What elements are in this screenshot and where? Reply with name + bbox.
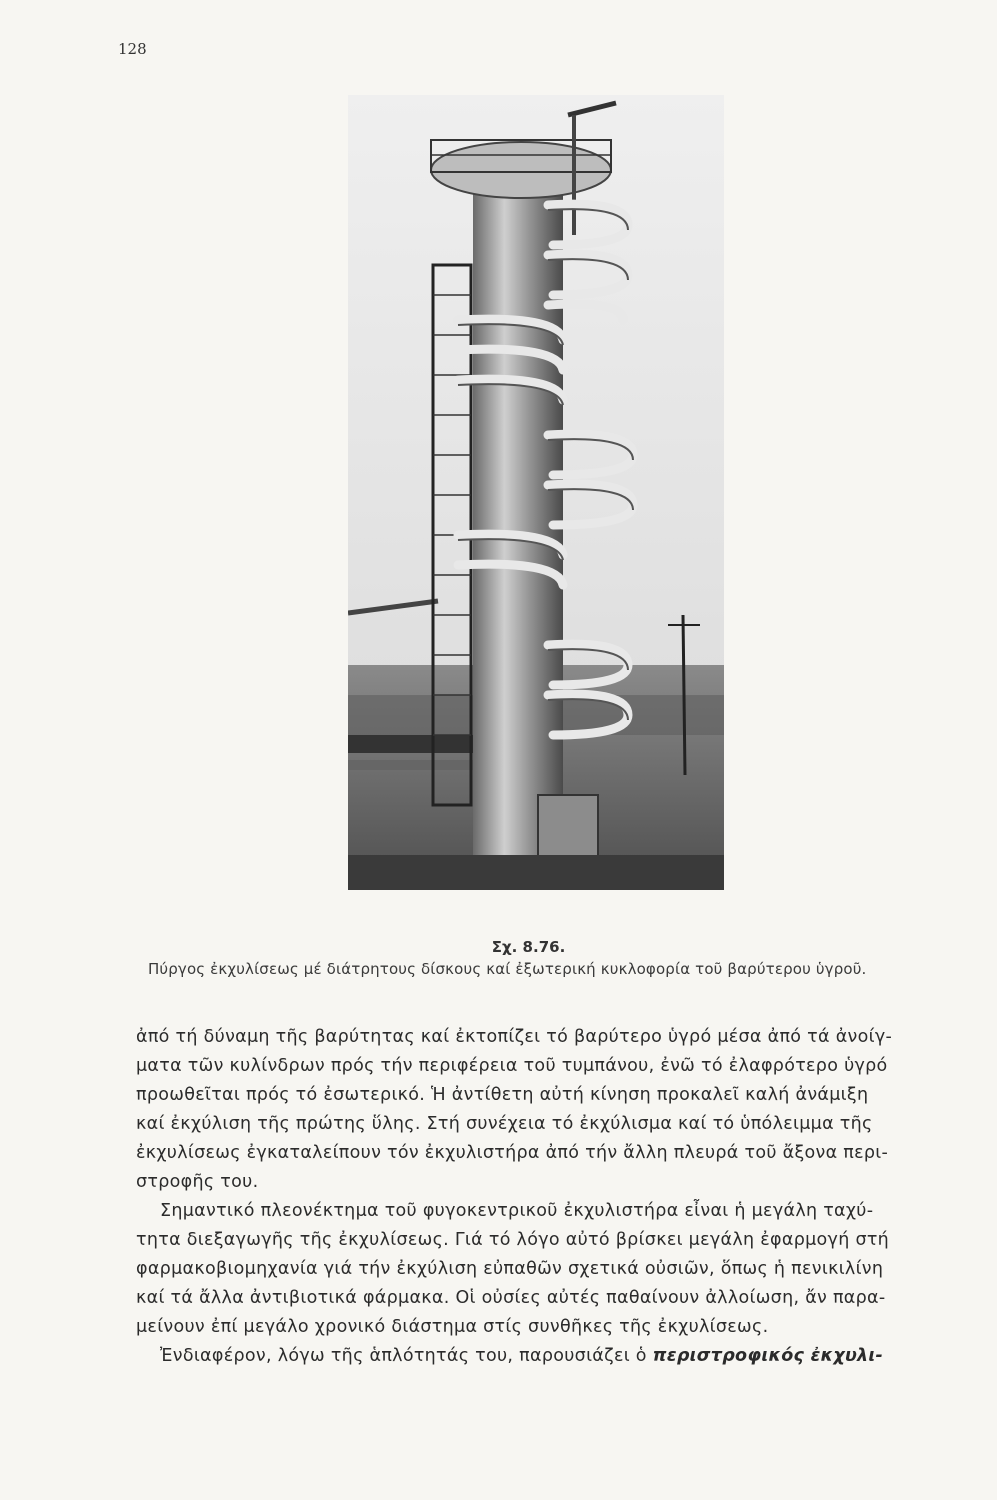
figure-photo-extraction-tower (348, 95, 724, 890)
bold-term: περιστροφικός ἐκχυλι- (652, 1346, 884, 1366)
figure-caption: Πύργος ἐκχυλίσεως μέ διάτρητους δίσκους καί ἐξωτερική κυκλοφορία τοῦ βαρύτερου ὑγροῦ. (148, 960, 867, 978)
body-line: ἐκχυλίσεως ἐγκαταλείπουν τόν ἐκχυλιστήρα ἀπό τήν ἄλλη πλευρά τοῦ ἄξονα περι- (136, 1143, 889, 1163)
body-line: μείνουν ἐπί μεγάλο χρονικό διάστημα στίς συνθῆκες τῆς ἐκχυλίσεως. (136, 1317, 769, 1337)
body-line: καί ἐκχύλιση τῆς πρώτης ὕλης. Στή συνέχεια τό ἐκχύλισμα καί τό ὑπόλειμμα τῆς (136, 1114, 873, 1134)
body-line: ἀπό τή δύναμη τῆς βαρύτητας καί ἐκτοπίζει τό βαρύτερο ὑγρό μέσα ἀπό τά ἀνοίγ- (136, 1027, 893, 1047)
body-line: Σημαντικό πλεονέκτημα τοῦ φυγοκεντρικοῦ ἐκχυλιστήρα εἶναι ἡ μεγάλη ταχύ- (160, 1201, 874, 1221)
body-text (136, 1023, 956, 1371)
body-line-last (136, 1342, 956, 1371)
body-line: φαρμακοβιομηχανία γιά τήν ἐκχύλιση εὐπαθῶν σχετικά οὐσιῶν, ὅπως ἡ πενικιλίνη (136, 1259, 884, 1279)
page-number: 128 (118, 40, 147, 58)
body-line: τητα διεξαγωγῆς τῆς ἐκχυλίσεως. Γιά τό λόγο αὐτό βρίσκει μεγάλη ἐφαρμογή στή (136, 1230, 890, 1250)
body-line: ματα τῶν κυλίνδρων πρός τήν περιφέρεια τοῦ τυμπάνου, ἐνῶ τό ἐλαφρότερο ὑγρό (136, 1056, 888, 1076)
body-line: προωθεῖται πρός τό ἐσωτερικό. Ἡ ἀντίθετη αὐτή κίνηση προκαλεῖ καλή ἀνάμιξη (136, 1085, 869, 1105)
figure-label: Σχ. 8.76. (491, 938, 566, 956)
body-line: καί τά ἄλλα ἀντιβιοτικά φάρμακα. Οἱ οὐσίες αὐτές παθαίνουν ἀλλοίωση, ἄν παρα- (136, 1288, 886, 1308)
body-line: στροφῆς του. (136, 1172, 259, 1192)
body-line-last-start: Ἐνδιαφέρον, λόγω τῆς ἁπλότητάς του, παρουσιάζει ὁ (160, 1346, 647, 1366)
